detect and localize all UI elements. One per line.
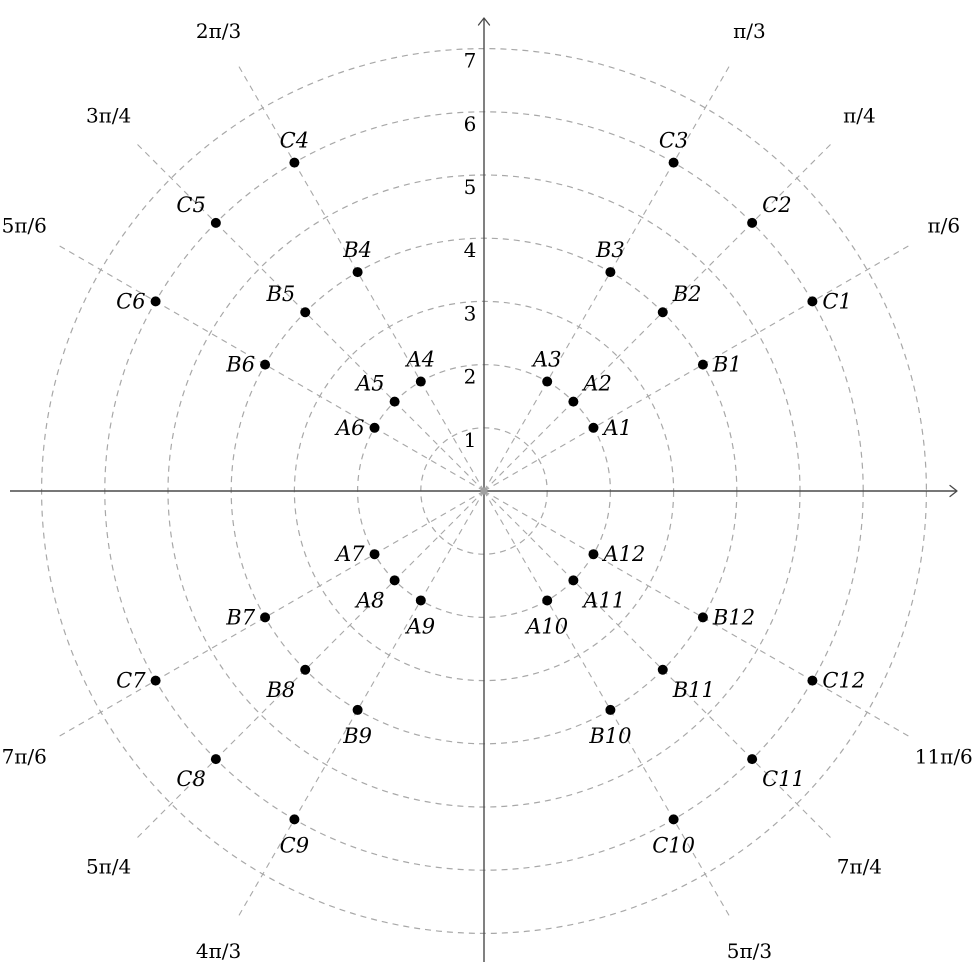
point-label-b5: B5 [266,282,296,307]
point-label-a9: A9 [406,614,436,639]
angle-label: 2π/3 [195,19,242,44]
point-a10 [542,595,552,605]
point-b9 [353,705,363,715]
point-label-b9: B9 [343,723,372,748]
point-b10 [605,705,615,715]
point-label-a12: A12 [603,542,646,567]
point-label-b3: B3 [596,238,625,263]
point-label-a3: A3 [532,347,562,372]
point-label-c6: C6 [116,289,146,314]
point-label-c1: C1 [822,289,852,314]
point-c2 [747,218,757,228]
point-c8 [211,754,221,764]
point-c9 [289,814,299,824]
point-c10 [669,814,679,824]
point-b5 [300,307,310,317]
radius-label: 5 [463,175,477,199]
point-b2 [658,307,668,317]
point-b3 [605,267,615,277]
point-label-c5: C5 [176,192,206,217]
point-a6 [370,423,380,433]
point-label-c4: C4 [279,128,310,153]
point-a11 [568,575,578,585]
angle-label: 3π/4 [85,103,132,128]
point-label-b10: B10 [589,723,632,748]
point-a8 [390,575,400,585]
point-b12 [698,612,708,622]
point-b6 [260,360,270,370]
point-a9 [416,595,426,605]
origin-point [481,488,488,495]
point-label-c11: C11 [762,767,805,792]
point-c3 [669,158,679,168]
point-label-a7: A7 [336,542,365,567]
point-b1 [698,360,708,370]
point-a3 [542,377,552,387]
point-c6 [151,296,161,306]
point-label-c3: C3 [658,128,689,153]
point-label-a10: A10 [526,614,569,639]
angle-label: 4π/3 [195,938,242,963]
angle-label: 5π/3 [726,938,773,963]
point-c5 [211,218,221,228]
point-label-a6: A6 [336,415,365,440]
point-b11 [658,665,668,675]
radius-label: 4 [463,238,477,263]
point-b8 [300,665,310,675]
point-label-a2: A2 [583,371,612,396]
point-c4 [289,158,299,168]
point-label-c7: C7 [116,668,146,693]
point-label-c12: C12 [822,668,866,693]
point-label-b1: B1 [712,352,742,377]
point-c11 [747,754,757,764]
point-label-a4: A4 [406,347,436,372]
point-a12 [588,549,598,559]
angle-label: π/4 [843,103,876,128]
angle-label: 5π/6 [1,213,47,238]
point-label-b8: B8 [266,677,296,702]
point-label-c8: C8 [176,767,206,792]
radius-label: 2 [463,364,477,389]
point-b4 [353,267,363,277]
angle-label: 7π/4 [836,854,883,879]
point-a7 [370,549,380,559]
point-label-b12: B12 [712,605,756,630]
angle-label: 11π/6 [914,744,973,769]
angle-label: π/6 [927,213,961,238]
radius-label: 6 [463,111,477,136]
point-a4 [416,377,426,387]
point-label-a11: A11 [583,588,626,613]
point-label-b7: B7 [226,605,256,630]
point-label-b6: B6 [226,352,256,377]
point-c7 [151,676,161,686]
point-a1 [588,423,598,433]
radius-label: 7 [463,48,477,73]
point-label-c10: C10 [652,833,695,858]
radius-label: 1 [463,427,477,452]
radius-label: 3 [463,301,477,326]
angle-label: 7π/6 [1,744,47,769]
point-label-b4: B4 [343,238,372,263]
point-a5 [390,397,400,407]
point-b7 [260,612,270,622]
point-c12 [807,676,817,686]
angle-label: 5π/4 [85,854,132,879]
point-c1 [807,296,817,306]
point-a2 [568,397,578,407]
point-label-a8: A8 [356,588,385,613]
point-label-c9: C9 [279,833,310,858]
points [116,129,865,858]
point-label-a5: A5 [356,371,385,396]
radius-labels [464,49,477,452]
point-label-a1: A1 [603,415,632,440]
point-label-b2: B2 [672,282,702,307]
point-label-c2: C2 [762,192,792,217]
point-label-b11: B11 [672,677,715,702]
angle-label: π/3 [733,19,766,44]
